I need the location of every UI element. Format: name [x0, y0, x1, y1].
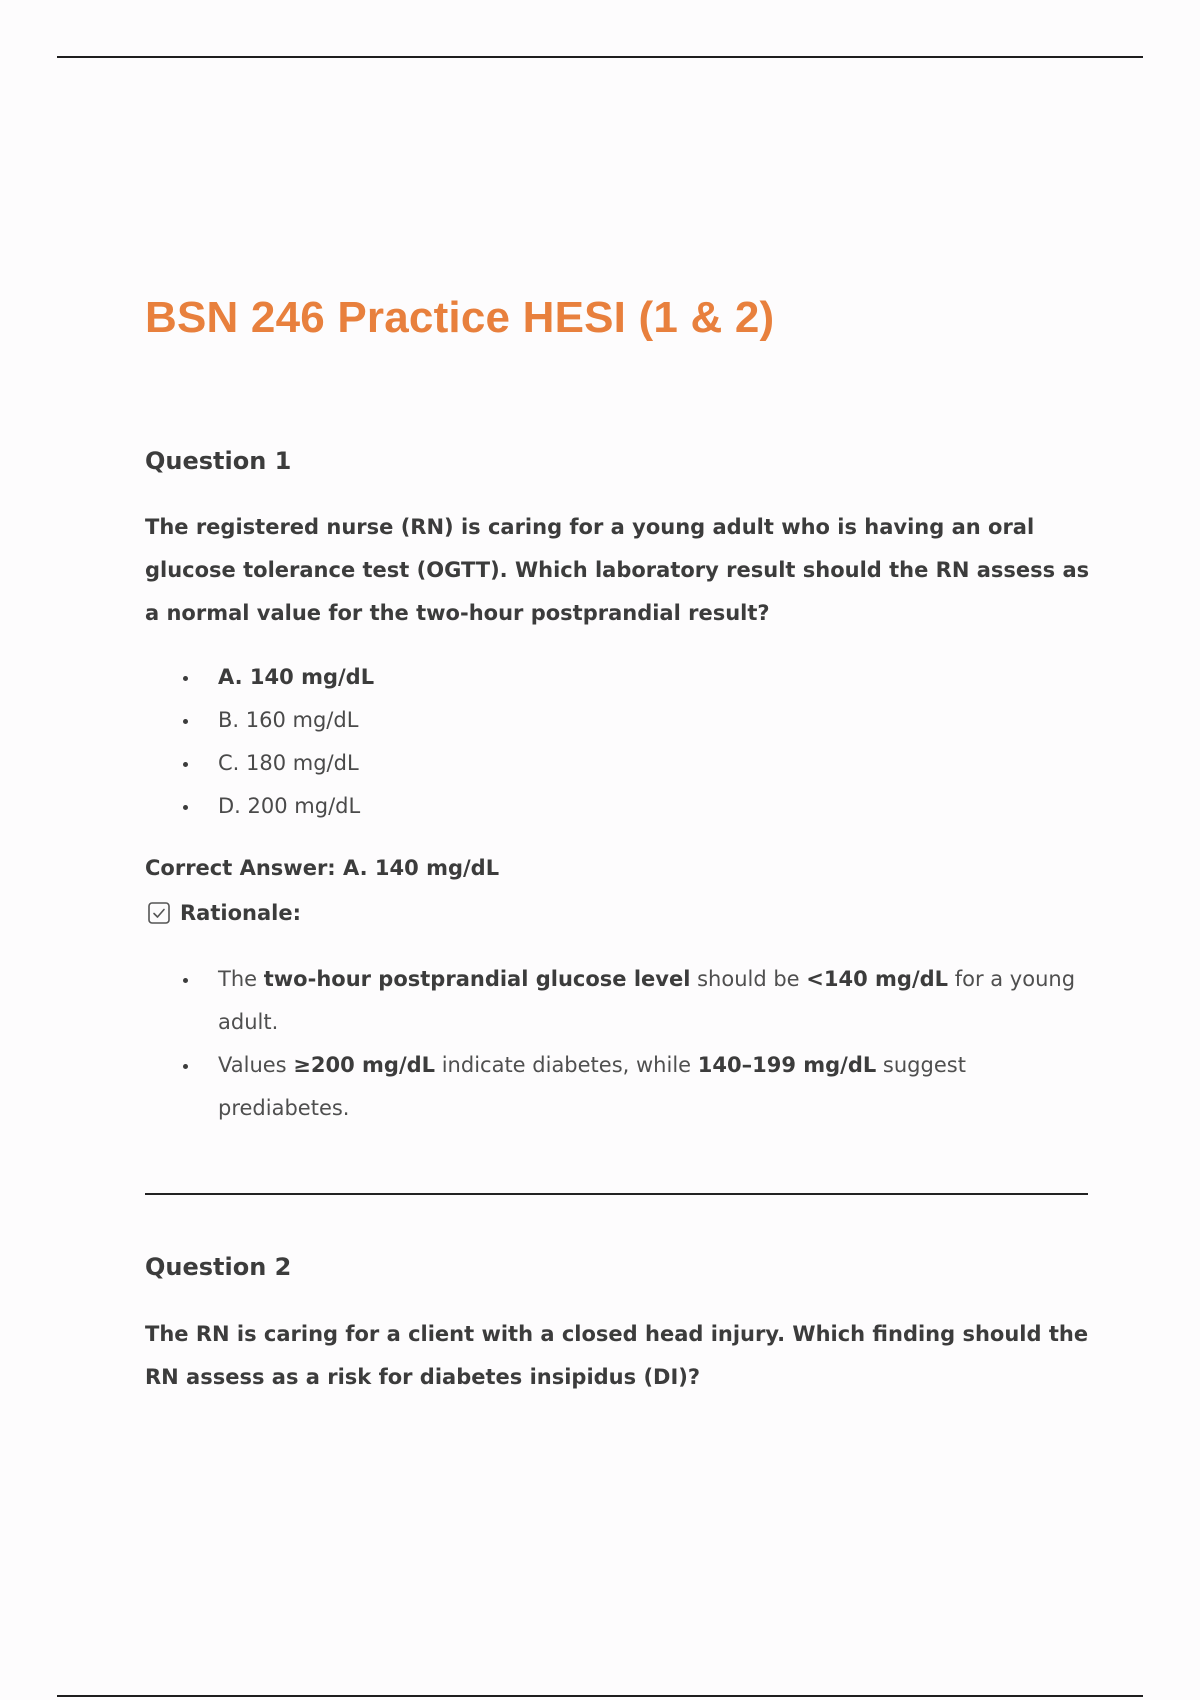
rationale-item: The two-hour postprandial glucose level should be <140 mg/dL for a young adult. — [145, 958, 1095, 1044]
correct-answer: Correct Answer: A. 140 mg/dL — [145, 856, 500, 880]
question-1-options — [145, 656, 374, 828]
rationale-label: Rationale: — [180, 901, 301, 925]
rationale-list — [145, 958, 1095, 1130]
question-1-heading: Question 1 — [145, 447, 292, 475]
page-bottom-rule — [57, 1695, 1143, 1697]
option-c: C. 180 mg/dL — [145, 742, 374, 785]
checkbox-checked-icon — [148, 902, 170, 924]
option-a: A. 140 mg/dL — [145, 656, 374, 699]
document-title: BSN 246 Practice HESI (1 & 2) — [145, 293, 775, 342]
section-divider — [145, 1193, 1088, 1195]
question-2-text: The RN is caring for a client with a closed head injury. Which finding should the RN assess as a risk for diabetes insipidus (DI)? — [145, 1322, 1089, 1389]
option-b: B. 160 mg/dL — [145, 699, 374, 742]
rationale-item: Values ≥200 mg/dL indicate diabetes, while 140–199 mg/dL suggest prediabetes. — [145, 1044, 1095, 1130]
rationale-heading — [148, 901, 301, 925]
question-1-text: The registered nurse (RN) is caring for a young adult who is having an oral glucose tolerance test (OGTT). Which laboratory result should the RN assess as a normal value for the two-hour postprandial result? — [145, 515, 1090, 625]
page-top-rule — [57, 56, 1143, 58]
option-d: D. 200 mg/dL — [145, 785, 374, 828]
question-2-heading: Question 2 — [145, 1253, 292, 1281]
